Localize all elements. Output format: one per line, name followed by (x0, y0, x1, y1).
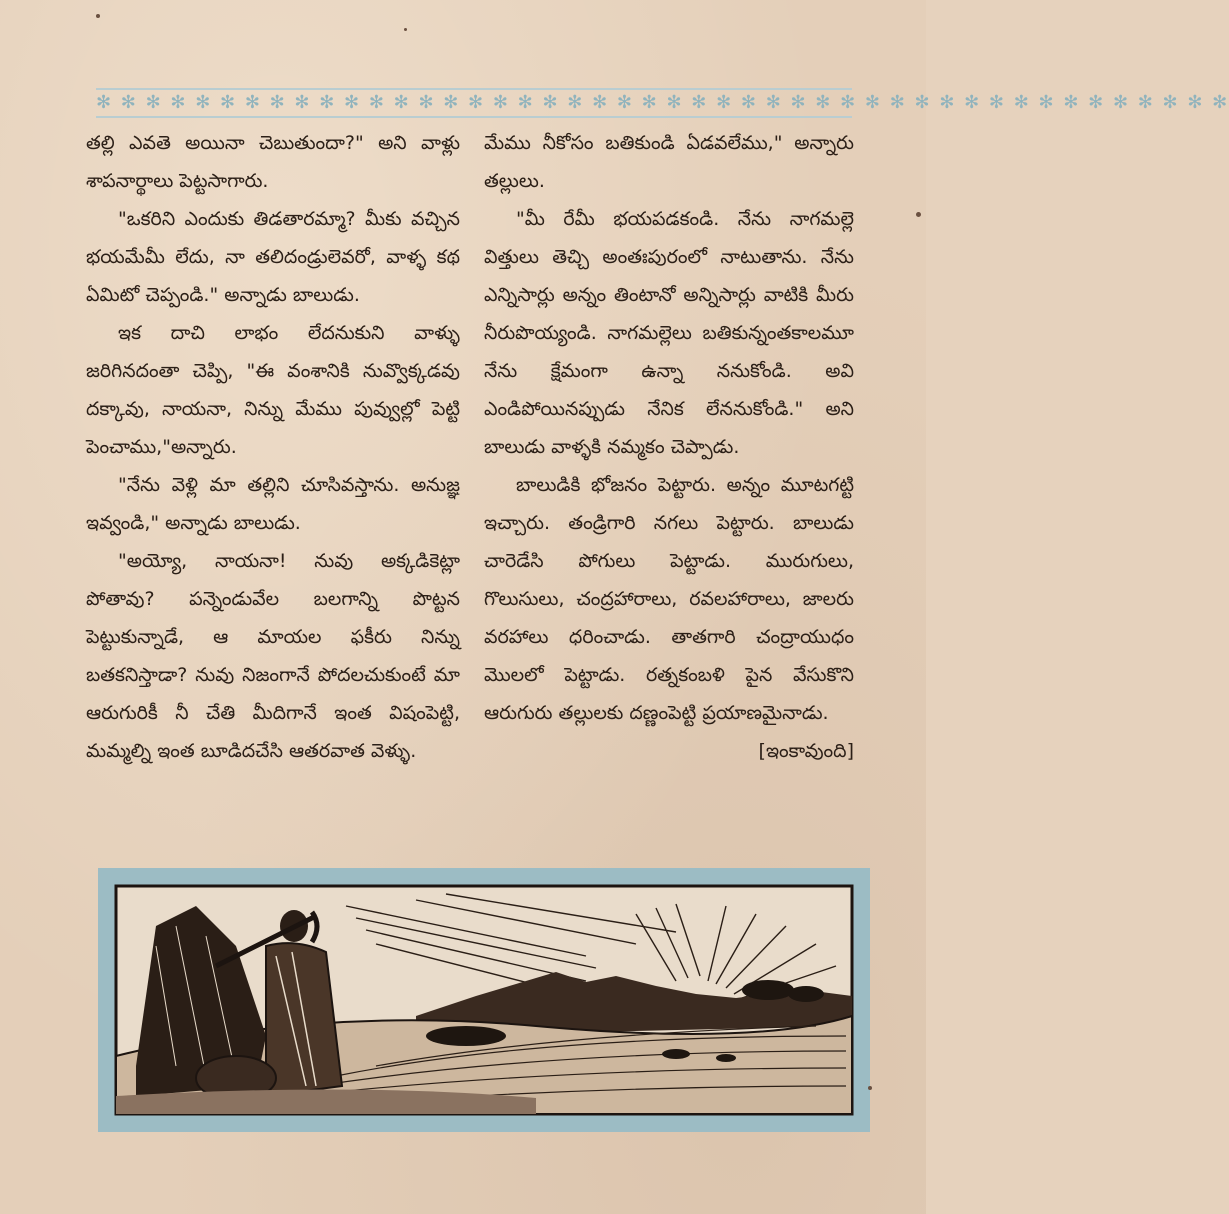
paragraph-text: బాలుడికి భోజనం పెట్టారు. అన్నం మూటగట్టి ఇచ్చారు. తండ్రిగారి నగలు పెట్టారు. బాలుడు చారెడేసి పోగులు పెట్టాడు. మురుగులు, గొలుసులు, చంద్రహారాలు, రవలహారాలు, జాలరు వరహాలు ధరించాడు. తాతగారి చంద్రాయుధం మొలలో పెట్టాడు. రత్నకంబళి పైన వేసుకొని ఆరుగురు తల్లులకు దణ్ణంపెట్టి ప్రయాణమైనాడు. (484, 474, 854, 724)
page-speck (916, 212, 921, 217)
continued-tag: [ఇంకావుంది] (758, 740, 854, 762)
paragraph: "మీ రేమీ భయపడకండి. నేను నాగమల్లె విత్తులు తెచ్చి అంతఃపురంలో నాటుతాను. నేను ఎన్నిసార్లు అన్నం తింటానో అన్నిసార్లు వాటికి మీరు నీరుపొయ్యండి. నాగమల్లెలు బతికున్నంతకాలమూ నేను క్షేమంగా ఉన్నా ననుకోండి. అవి ఎండిపోయినప్పుడు నేనిక లేననుకోండి." అని బాలుడు వాళ్ళకి నమ్మకం చెప్పాడు. (484, 208, 854, 458)
paragraph: ఇక దాచి లాభం లేదనుకుని వాళ్ళు జరిగినదంతా చెప్పి, "ఈ వంశానికి నువ్వొక్కడవు దక్కావు, నాయనా, నిన్ను మేము పువ్వుల్లో పెట్టి పెంచాము,"అన్నారు. (86, 322, 460, 458)
paragraph (484, 466, 854, 762)
paragraph: "ఒకరిని ఎందుకు తిడతారమ్మా? మీకు వచ్చిన భయమేమీ లేదు, నా తలిదండ్రులెవరో, వాళ్ళ కథ ఏమిటో చెప్పండి." అన్నాడు బాలుడు. (86, 208, 460, 306)
page-speck (868, 1086, 872, 1090)
right-column (484, 124, 854, 770)
paragraph: మేము నీకోసం బతికుండి ఏడవలేము," అన్నారు తల్లులు. (484, 132, 854, 192)
tree (788, 986, 824, 1002)
left-column (86, 124, 460, 770)
paragraph: "నేను వెళ్లి మా తల్లిని చూసివస్తాను. అనుజ్ఞ ఇవ్వండి," అన్నాడు బాలుడు. (86, 474, 460, 534)
shrub (716, 1054, 736, 1062)
shrub (662, 1049, 690, 1059)
page-speck (96, 14, 100, 18)
paragraph: తల్లి ఎవతె అయినా చెబుతుందా?" అని వాళ్లు శాపనార్థాలు పెట్టసాగారు. (86, 132, 460, 192)
ornamental-border: ✻ ✻ ✻ ✻ ✻ ✻ ✻ ✻ ✻ ✻ ✻ ✻ ✻ ✻ ✻ ✻ ✻ ✻ ✻ ✻ ✻ ✻ ✻ ✻ ✻ ✻ ✻ ✻ ✻ ✻ ✻ ✻ ✻ ✻ ✻ ✻ ✻ ✻ ✻ ✻ ✻ ✻ ✻ ✻ ✻ ✻ (96, 88, 852, 118)
tree (742, 980, 794, 1000)
landscape-illustration (116, 886, 852, 1114)
page-speck (404, 28, 407, 31)
paragraph: "అయ్యో, నాయనా! నువు అక్కడికెట్లా పోతావు? పన్నెండువేల బలగాన్ని పొట్టన పెట్టుకున్నాడే, ఆ మాయల ఫకీరు నిన్ను బతకనిస్తాడా? నువు నిజంగానే పోదలచుకుంటే మా ఆరుగురికీ నీ చేతి మీదిగానే ఇంత విషంపెట్టి, మమ్మల్ని ఇంత బూడిదచేసి ఆతరవాత వెళ్ళు. (86, 550, 460, 762)
illustration-frame (98, 868, 870, 1132)
shrub (426, 1026, 506, 1046)
